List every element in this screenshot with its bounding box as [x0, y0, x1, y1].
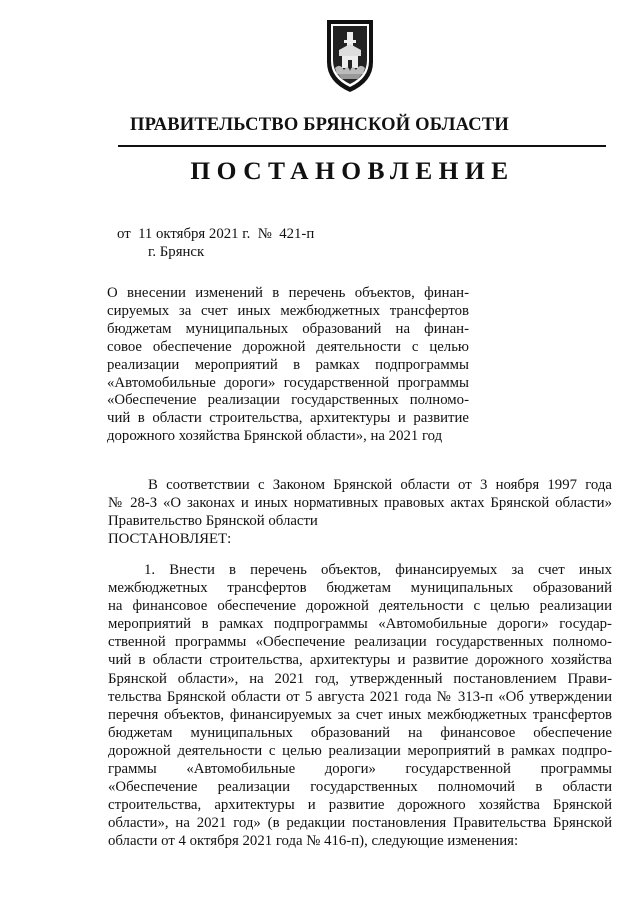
item-1-line: ственной программы «Обеспечение реализации государственных полномо-	[108, 634, 612, 651]
subject-line: чий в области строительства, архитектуры и развитие	[107, 410, 469, 427]
item-1-line: области», на 2021 год» (в редакции постановления Правительства Брянской	[108, 815, 612, 832]
preamble-line: № 28-З «О законах и иных нормативных правовых актах Брянской области»	[108, 495, 612, 512]
item-1-line: перечня объектов, финансируемых за счет иных межбюджетных трансфертов	[108, 706, 612, 723]
subject-line: сируемых за счет иных межбюджетных трансфертов	[107, 302, 469, 319]
item-1-line: граммы «Автомобильные дороги» государственной программы	[108, 761, 612, 778]
government-title: ПРАВИТЕЛЬСТВО БРЯНСКОЙ ОБЛАСТИ	[129, 115, 509, 135]
subject-line: реализации мероприятий в рамках подпрограммы	[107, 356, 469, 373]
resolves-heading: ПОСТАНОВЛЯЕТ:	[108, 531, 232, 548]
item-1-line: области от 4 октября 2021 года № 416-п), следующие изменения:	[108, 833, 519, 850]
subject-line: дорожного хозяйства Брянской области», на 2021 год	[107, 428, 443, 445]
date-and-number: от 11 октября 2021 г. № 421-п	[117, 226, 315, 242]
subject-line: «Обеспечение реализации государственных полномо-	[107, 392, 469, 409]
subject-line: «Автомобильные дороги» государственной программы	[107, 374, 469, 391]
item-1-line: чий в области строительства, архитектуры и развитие дорожного хозяйства	[108, 652, 612, 669]
item-1-line: 1. Внести в перечень объектов, финансируемых за счет иных	[144, 562, 612, 578]
item-1-line: тельства Брянской области от 5 августа 2021 года № 313-п «Об утверждении	[108, 688, 612, 705]
place-of-issue: г. Брянск	[148, 244, 205, 260]
preamble-paragraph	[108, 476, 612, 548]
subject-line: совое обеспечение дорожной деятельности с целью	[107, 338, 469, 355]
subject-line: О внесении изменений в перечень объектов, финан-	[107, 285, 469, 301]
item-1-line: бюджетам муниципальных образований на финансовое обеспечение	[108, 724, 612, 741]
subject-line: бюджетам муниципальных образований на финан-	[107, 320, 469, 337]
item-1-paragraph	[108, 561, 612, 851]
item-1-line: межбюджетных трансфертов бюджетам муниципальных образований	[108, 580, 612, 597]
item-1-line: дорожной деятельности с целью реализации мероприятий в рамках подпро-	[108, 742, 612, 759]
item-1-line: «Обеспечение реализации государственных полномочий в области	[108, 779, 612, 796]
item-1-line: Брянской области», на 2021 год, утвержденный постановлением Прави-	[108, 670, 612, 687]
preamble-line: Правительство Брянской области	[108, 513, 318, 530]
item-1-line: строительства, архитектуры и развитие дорожного хозяйства Брянской	[108, 797, 612, 814]
header-divider	[118, 145, 606, 147]
preamble-line: В соответствии с Законом Брянской области от 3 ноября 1997 года	[148, 477, 612, 493]
subject-block	[107, 285, 469, 446]
coat-of-arms-icon	[322, 16, 378, 96]
item-1-line: на финансовое обеспечение дорожной деятельности с целью реализации	[108, 598, 612, 615]
item-1-line: мероприятий в рамках подпрограммы «Автомобильные дороги» государ-	[108, 616, 612, 633]
document-type: ПОСТАНОВЛЕНИЕ	[190, 156, 515, 185]
